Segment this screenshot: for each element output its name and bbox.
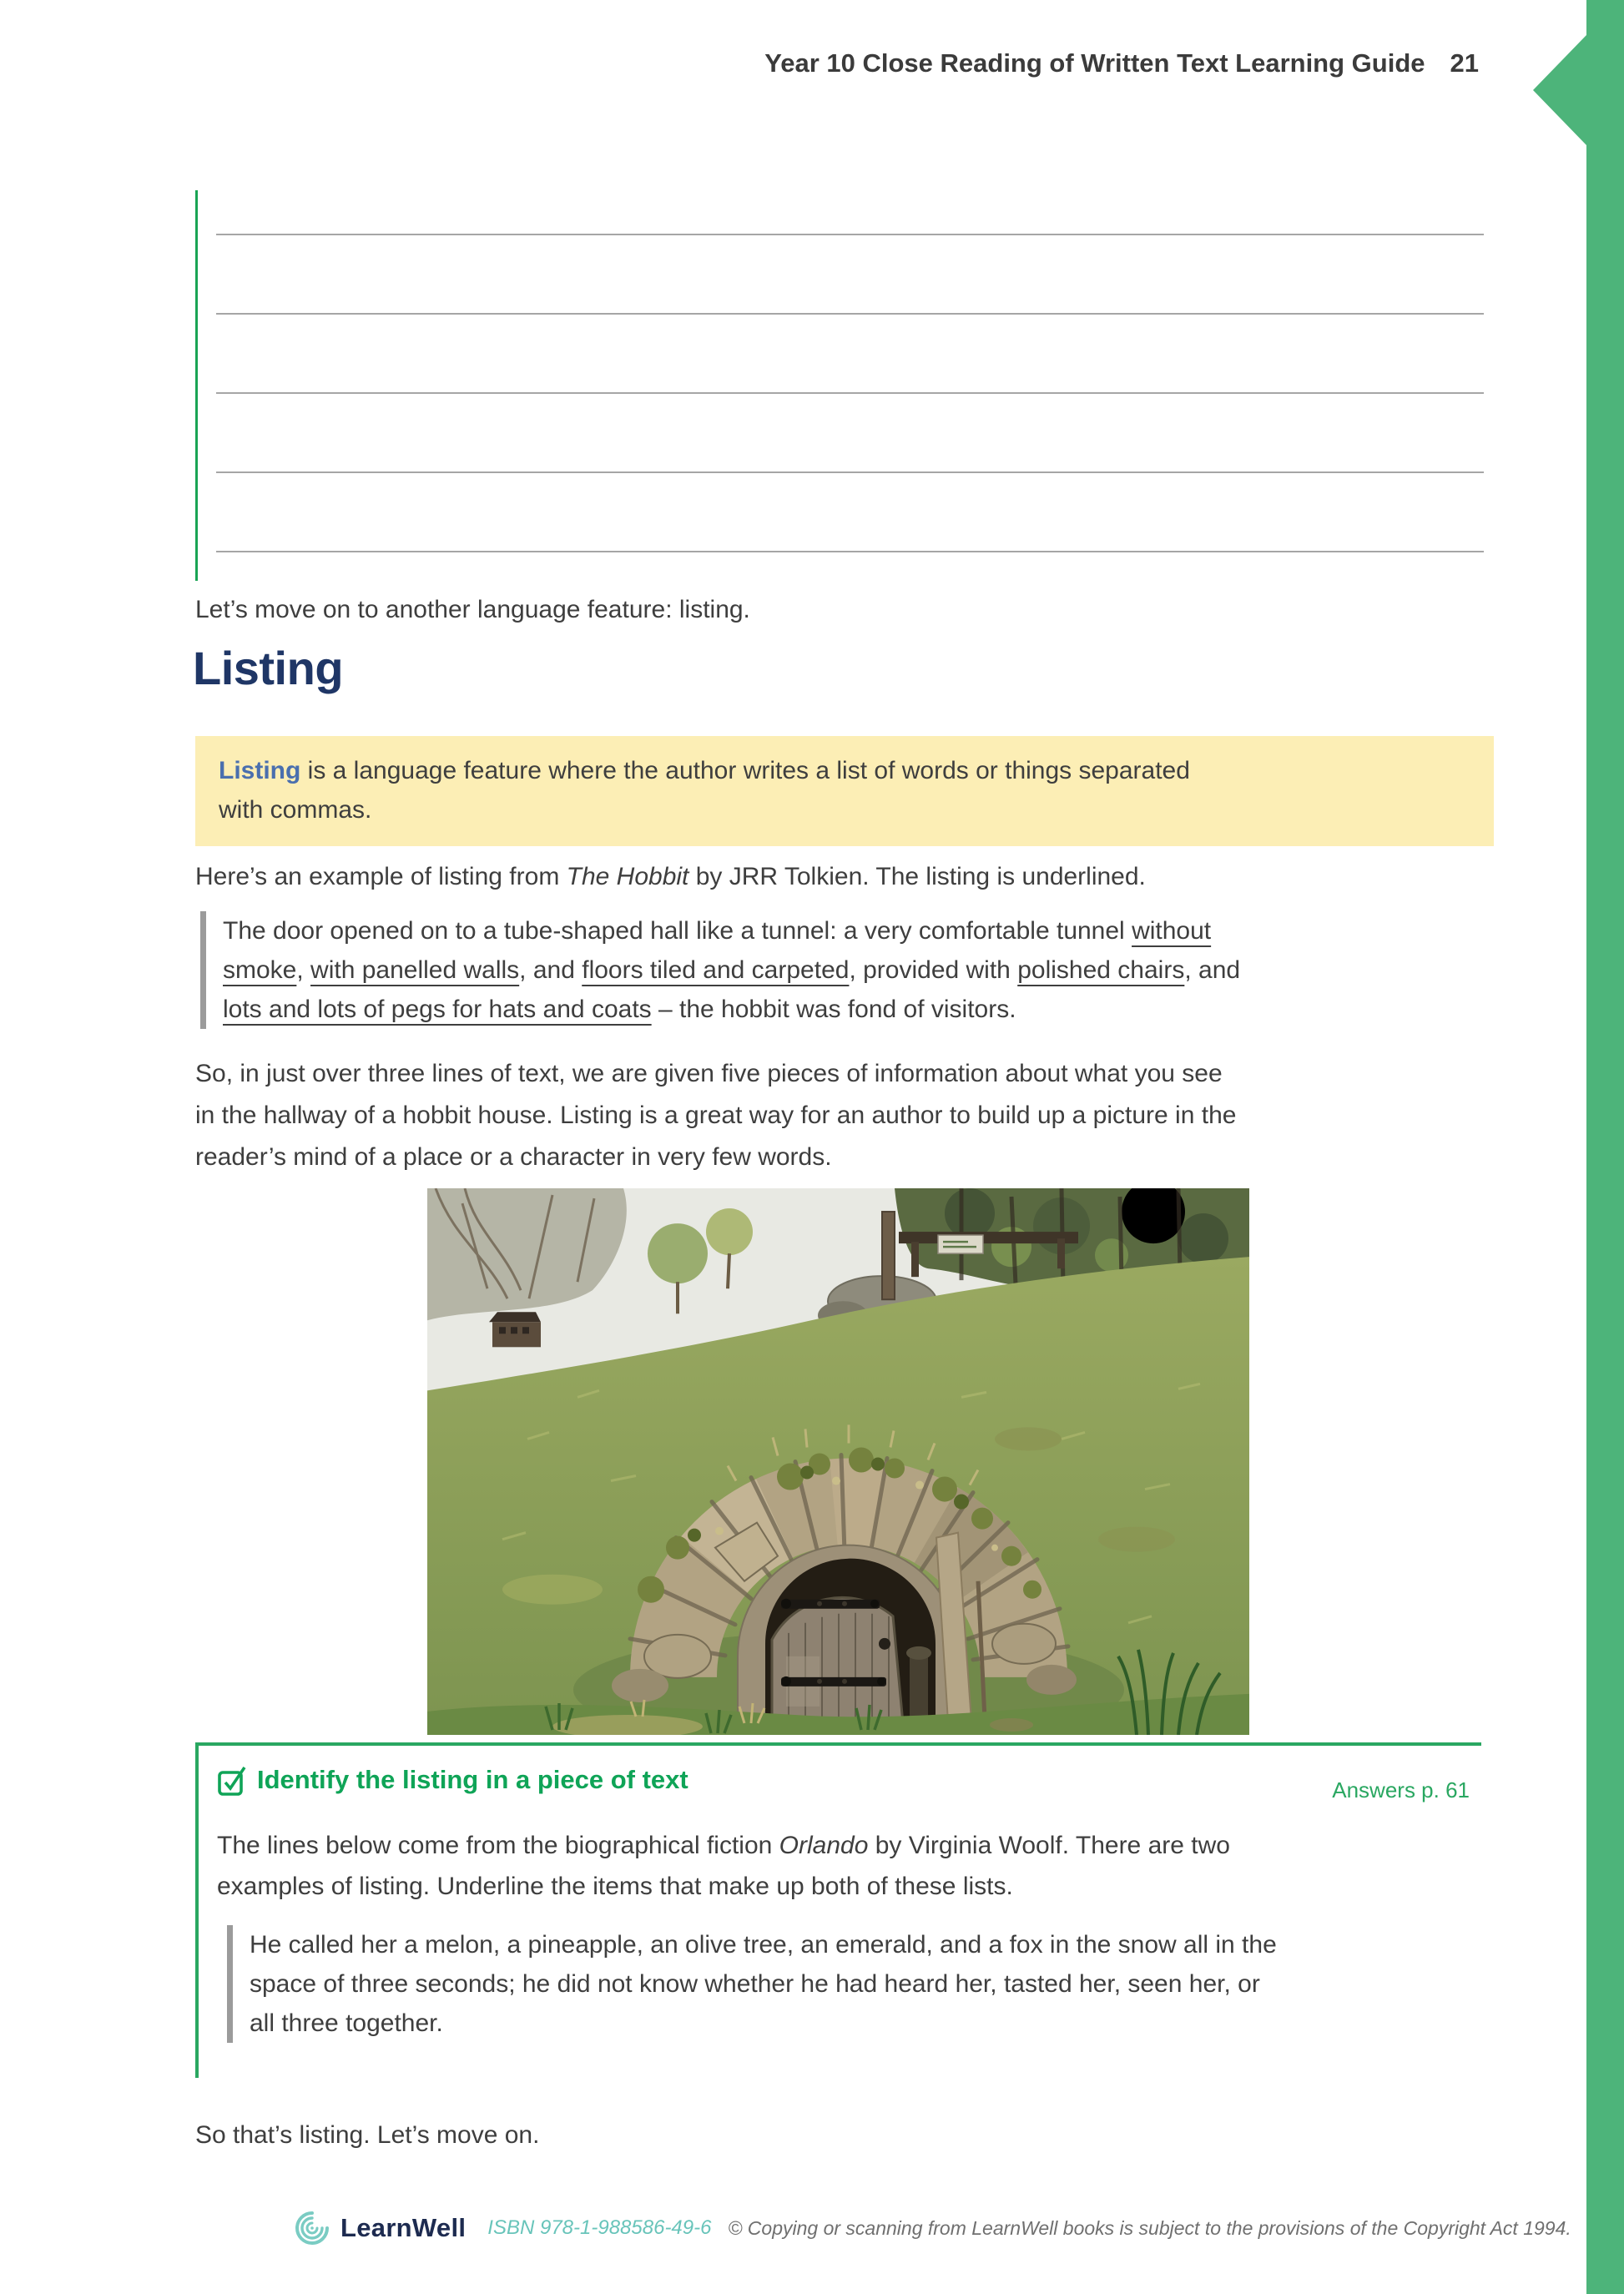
analysis-paragraph: So, in just over three lines of text, we are given five pieces of information about what you see in the hallway of a hobbit house. Listing is a great way for an author to build up a picture in the reader’s mind of a place or a character in very few words. — [195, 1060, 1237, 1171]
activity-box — [195, 1742, 1481, 2078]
answers-reference: Answers p. 61 — [1332, 1777, 1470, 1802]
header-title: Year 10 Close Reading of Written Text Learning Guide — [764, 48, 1425, 78]
learnwell-spiral-logo-icon — [292, 2208, 332, 2248]
orlando-quote: He called her a melon, a pineapple, an olive tree, an emerald, and a fox in the snow all in the space of three seconds; he did not know whether he had heard her, tasted her, seen her, or all three together. — [227, 1925, 1476, 2043]
page-footer — [292, 2205, 1571, 2251]
activity-title: Identify the listing in a piece of text — [257, 1765, 688, 1794]
hobbit-quote: The door opened on to a tube-shaped hall like a tunnel: a very comfortable tunnel without smoke, with panelled walls, and floors tiled and carpeted, provided with polished chairs, and lots and lots of pegs for hats and coats – the hobbit was fond of visitors. — [200, 911, 1483, 1029]
intro-paragraph: Let’s move on to another language feature: listing. — [195, 596, 750, 623]
hobbit-house-photo — [427, 1188, 1249, 1735]
page-edge-tab — [1586, 0, 1624, 2294]
answer-writing-lines — [195, 190, 1496, 581]
section-heading: Listing — [193, 642, 344, 694]
activity-header — [217, 1762, 1471, 1803]
page-header — [195, 48, 1479, 78]
example-intro: Here’s an example of listing from The Hobbit by JRR Tolkien. The listing is underlined. — [195, 863, 1146, 890]
isbn-text: ISBN 978-1-988586-49-6 — [487, 2216, 712, 2239]
checkbox-check-icon — [217, 1762, 247, 1797]
brand-name: LearnWell — [340, 2213, 467, 2242]
page-edge-arrow-icon — [1533, 35, 1586, 145]
activity-instructions: The lines below come from the biographical fiction Orlando by Virginia Woolf. There are two examples of listing. Underline the items that make up both of these lists. — [217, 1832, 1230, 1900]
copyright-text: © Copying or scanning from LearnWell books is subject to the provisions of the Copyright Act 1994. — [728, 2216, 1571, 2239]
page-number: 21 — [1450, 48, 1479, 78]
definition-box: Listing is a language feature where the author writes a list of words or things separated with commas. — [195, 736, 1494, 846]
outro-paragraph: So that’s listing. Let’s move on. — [195, 2121, 540, 2149]
